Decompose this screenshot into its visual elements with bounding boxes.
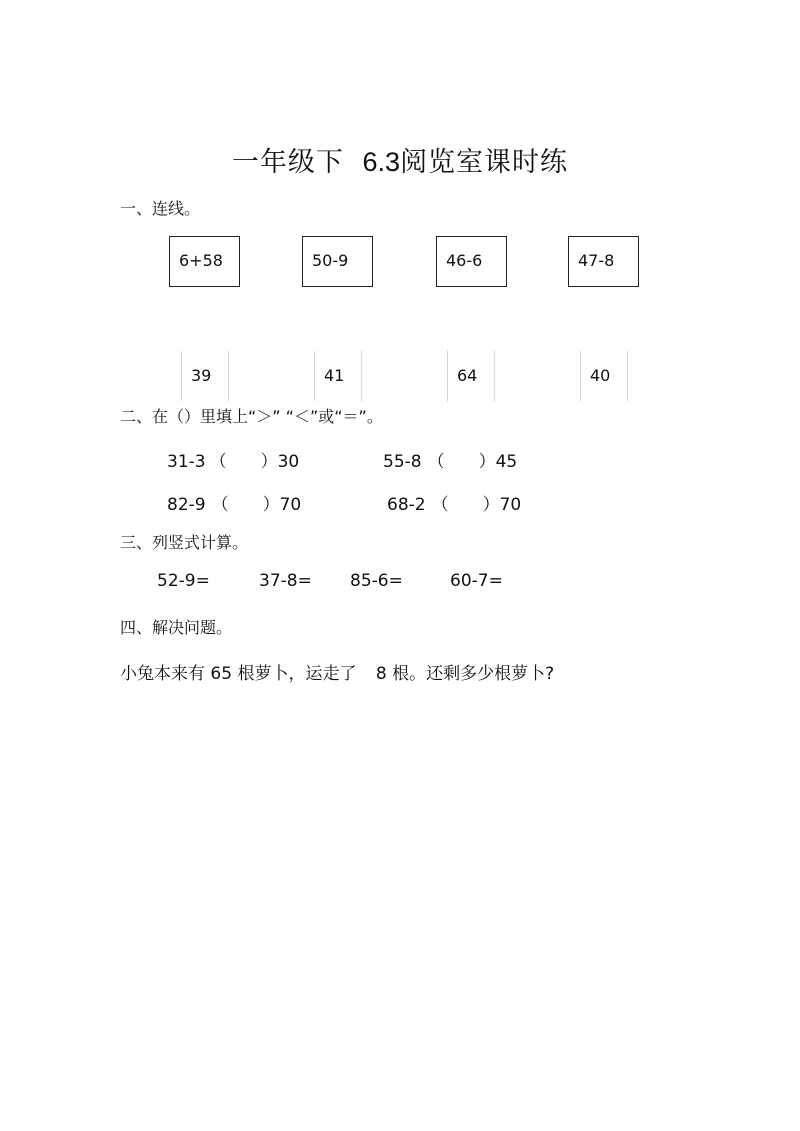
compare-item-3: 82-9 （ ）70	[167, 495, 302, 515]
problem-part-1: 小兔本来有	[120, 664, 205, 684]
compare-item-1: 31-3 （ ）30	[167, 452, 300, 472]
top-box-4	[568, 236, 639, 287]
compare-left: 68-2	[387, 495, 426, 515]
bottom-box-4-text: 40	[590, 366, 611, 385]
page-title	[0, 140, 800, 179]
top-box-3	[436, 236, 507, 287]
bottom-box-3-text: 64	[457, 366, 478, 385]
title-number: 6.3	[362, 147, 401, 177]
bottom-box-1-text: 39	[191, 366, 212, 385]
problem-part-2: 根萝卜，运走了	[237, 664, 357, 684]
calc-item-4: 60-7=	[450, 571, 503, 591]
problem-num-1: 65	[210, 664, 233, 684]
bottom-box-1	[181, 351, 229, 401]
compare-right: 70	[279, 495, 302, 515]
top-box-4-text: 47-8	[578, 251, 615, 270]
bottom-box-4	[580, 351, 628, 401]
title-prefix: 一年级下	[231, 147, 344, 178]
problem-num-2: 8	[375, 664, 387, 684]
calc-item-2: 37-8=	[259, 571, 312, 591]
compare-right: 45	[495, 452, 518, 472]
compare-left: 31-3	[167, 452, 206, 472]
compare-item-4: 68-2 （ ）70	[387, 495, 522, 515]
compare-item-2: 55-8 （ ）45	[383, 452, 518, 472]
top-box-3-text: 46-6	[446, 251, 483, 270]
section-1-heading: 一、连线。	[120, 199, 201, 218]
bottom-box-3	[447, 351, 495, 401]
top-box-1	[169, 236, 240, 287]
top-box-1-text: 6+58	[179, 251, 223, 270]
top-box-2	[302, 236, 373, 287]
title-suffix: 阅览室课时练	[400, 147, 569, 178]
calc-item-3: 85-6=	[350, 571, 403, 591]
section-4-heading: 四、解决问题。	[120, 618, 233, 637]
compare-right: 30	[277, 452, 300, 472]
bottom-box-2-text: 41	[324, 366, 345, 385]
compare-left: 82-9	[167, 495, 206, 515]
problem-part-3: 根。还剩多少根萝卜?	[392, 664, 555, 684]
calc-item-1: 52-9=	[157, 571, 210, 591]
compare-right: 70	[499, 495, 522, 515]
bottom-box-2	[314, 351, 362, 401]
top-box-2-text: 50-9	[312, 251, 349, 270]
section-3-heading: 三、列竖式计算。	[120, 533, 249, 552]
compare-left: 55-8	[383, 452, 422, 472]
section-2-heading: 二、在（）里填上“＞” “＜”或“＝”。	[120, 407, 383, 426]
word-problem	[120, 659, 554, 684]
